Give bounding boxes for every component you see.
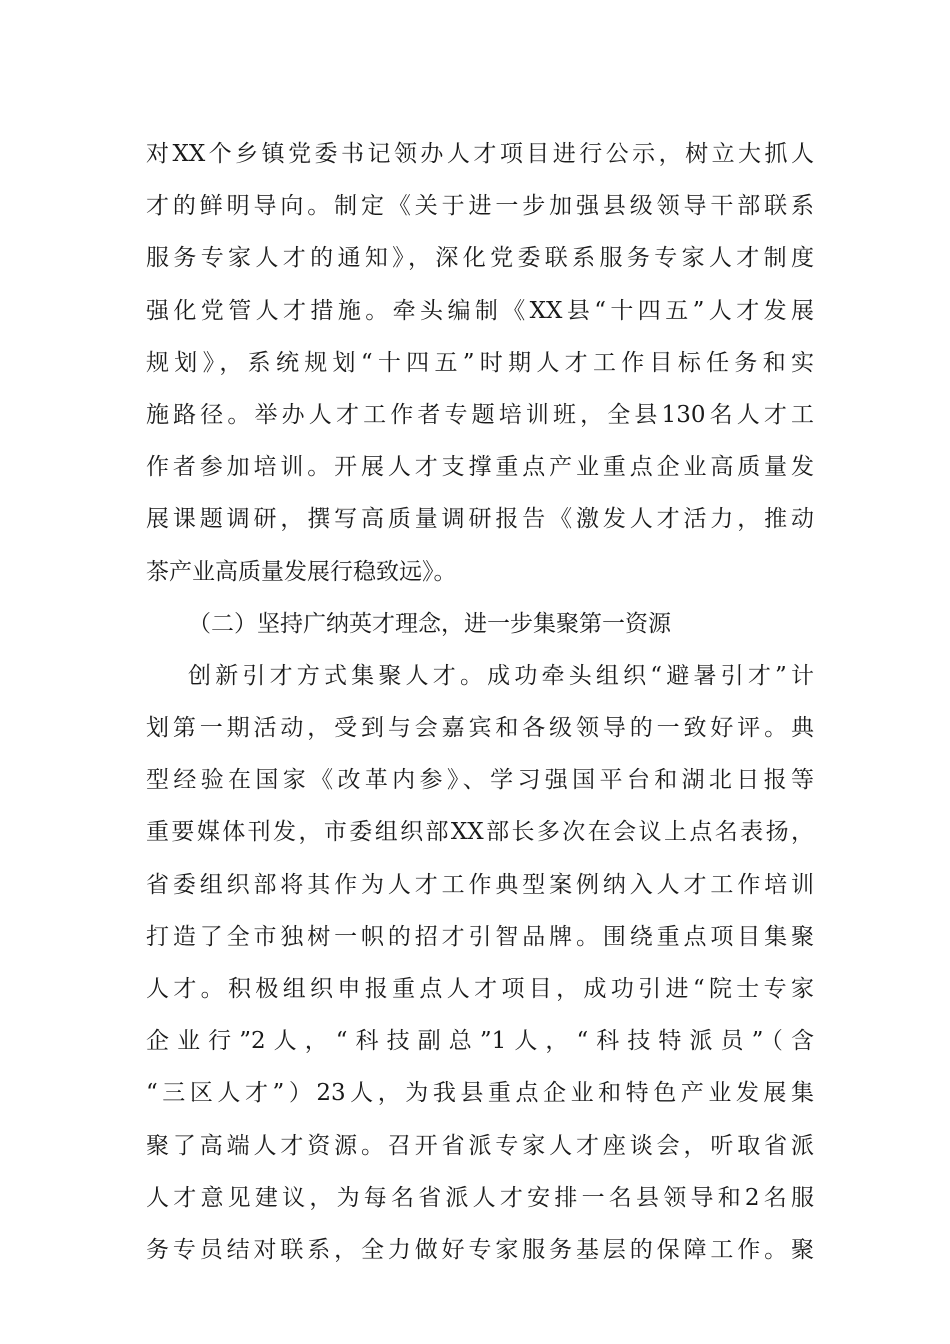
- text-line: 聚了高端人才资源。召开省派专家人才座谈会，听取省派: [146, 1132, 814, 1159]
- text-line: 强化党管人才措施。牵头编制《XX县“十四五”人才发展: [146, 297, 814, 324]
- text-line: 对XX个乡镇党委书记领办人才项目进行公示，树立大抓人: [146, 141, 814, 167]
- text-line: 省委组织部将其作为人才工作典型案例纳入人才工作培训: [146, 871, 814, 898]
- text-line: 创新引才方式集聚人才。成功牵头组织“避暑引才”计: [188, 662, 814, 689]
- text-line: 规划》，系统规划“十四五”时期人才工作目标任务和实: [146, 349, 814, 376]
- section-heading: （二）坚持广纳英才理念，进一步集聚第一资源: [188, 610, 671, 637]
- text-line: “三区人才”）23人，为我县重点企业和特色产业发展集: [146, 1080, 814, 1107]
- text-line: 人才。积极组织申报重点人才项目，成功引进“院士专家: [146, 976, 814, 1002]
- text-line: 作者参加培训。开展人才支撑重点产业重点企业高质量发: [146, 454, 814, 481]
- text-line: 务专员结对联系，全力做好专家服务基层的保障工作。聚: [146, 1236, 814, 1263]
- text-line: 人才意见建议，为每名省派人才安排一名县领导和2名服: [146, 1184, 814, 1211]
- body-text: [146, 128, 814, 1276]
- text-line: 打造了全市独树一帜的招才引智品牌。围绕重点项目集聚: [146, 923, 814, 950]
- text-line: 企业行”2人，“科技副总”1人，“科技特派员”（含: [146, 1028, 814, 1055]
- text-line: 施路径。举办人才工作者专题培训班，全县130名人才工: [146, 401, 814, 428]
- text-line: 才的鲜明导向。制定《关于进一步加强县级领导干部联系: [146, 193, 814, 220]
- text-line: 展课题调研，撰写高质量调研报告《激发人才活力，推动: [146, 506, 814, 533]
- text-line: 重要媒体刊发，市委组织部XX部长多次在会议上点名表扬，: [146, 819, 814, 846]
- text-line: 茶产业高质量发展行稳致远》。: [146, 558, 457, 585]
- text-line: 划第一期活动，受到与会嘉宾和各级领导的一致好评。典: [146, 715, 814, 742]
- text-line: 服务专家人才的通知》，深化党委联系服务专家人才制度: [146, 245, 814, 272]
- text-line: 型经验在国家《改革内参》、学习强国平台和湖北日报等: [146, 767, 814, 794]
